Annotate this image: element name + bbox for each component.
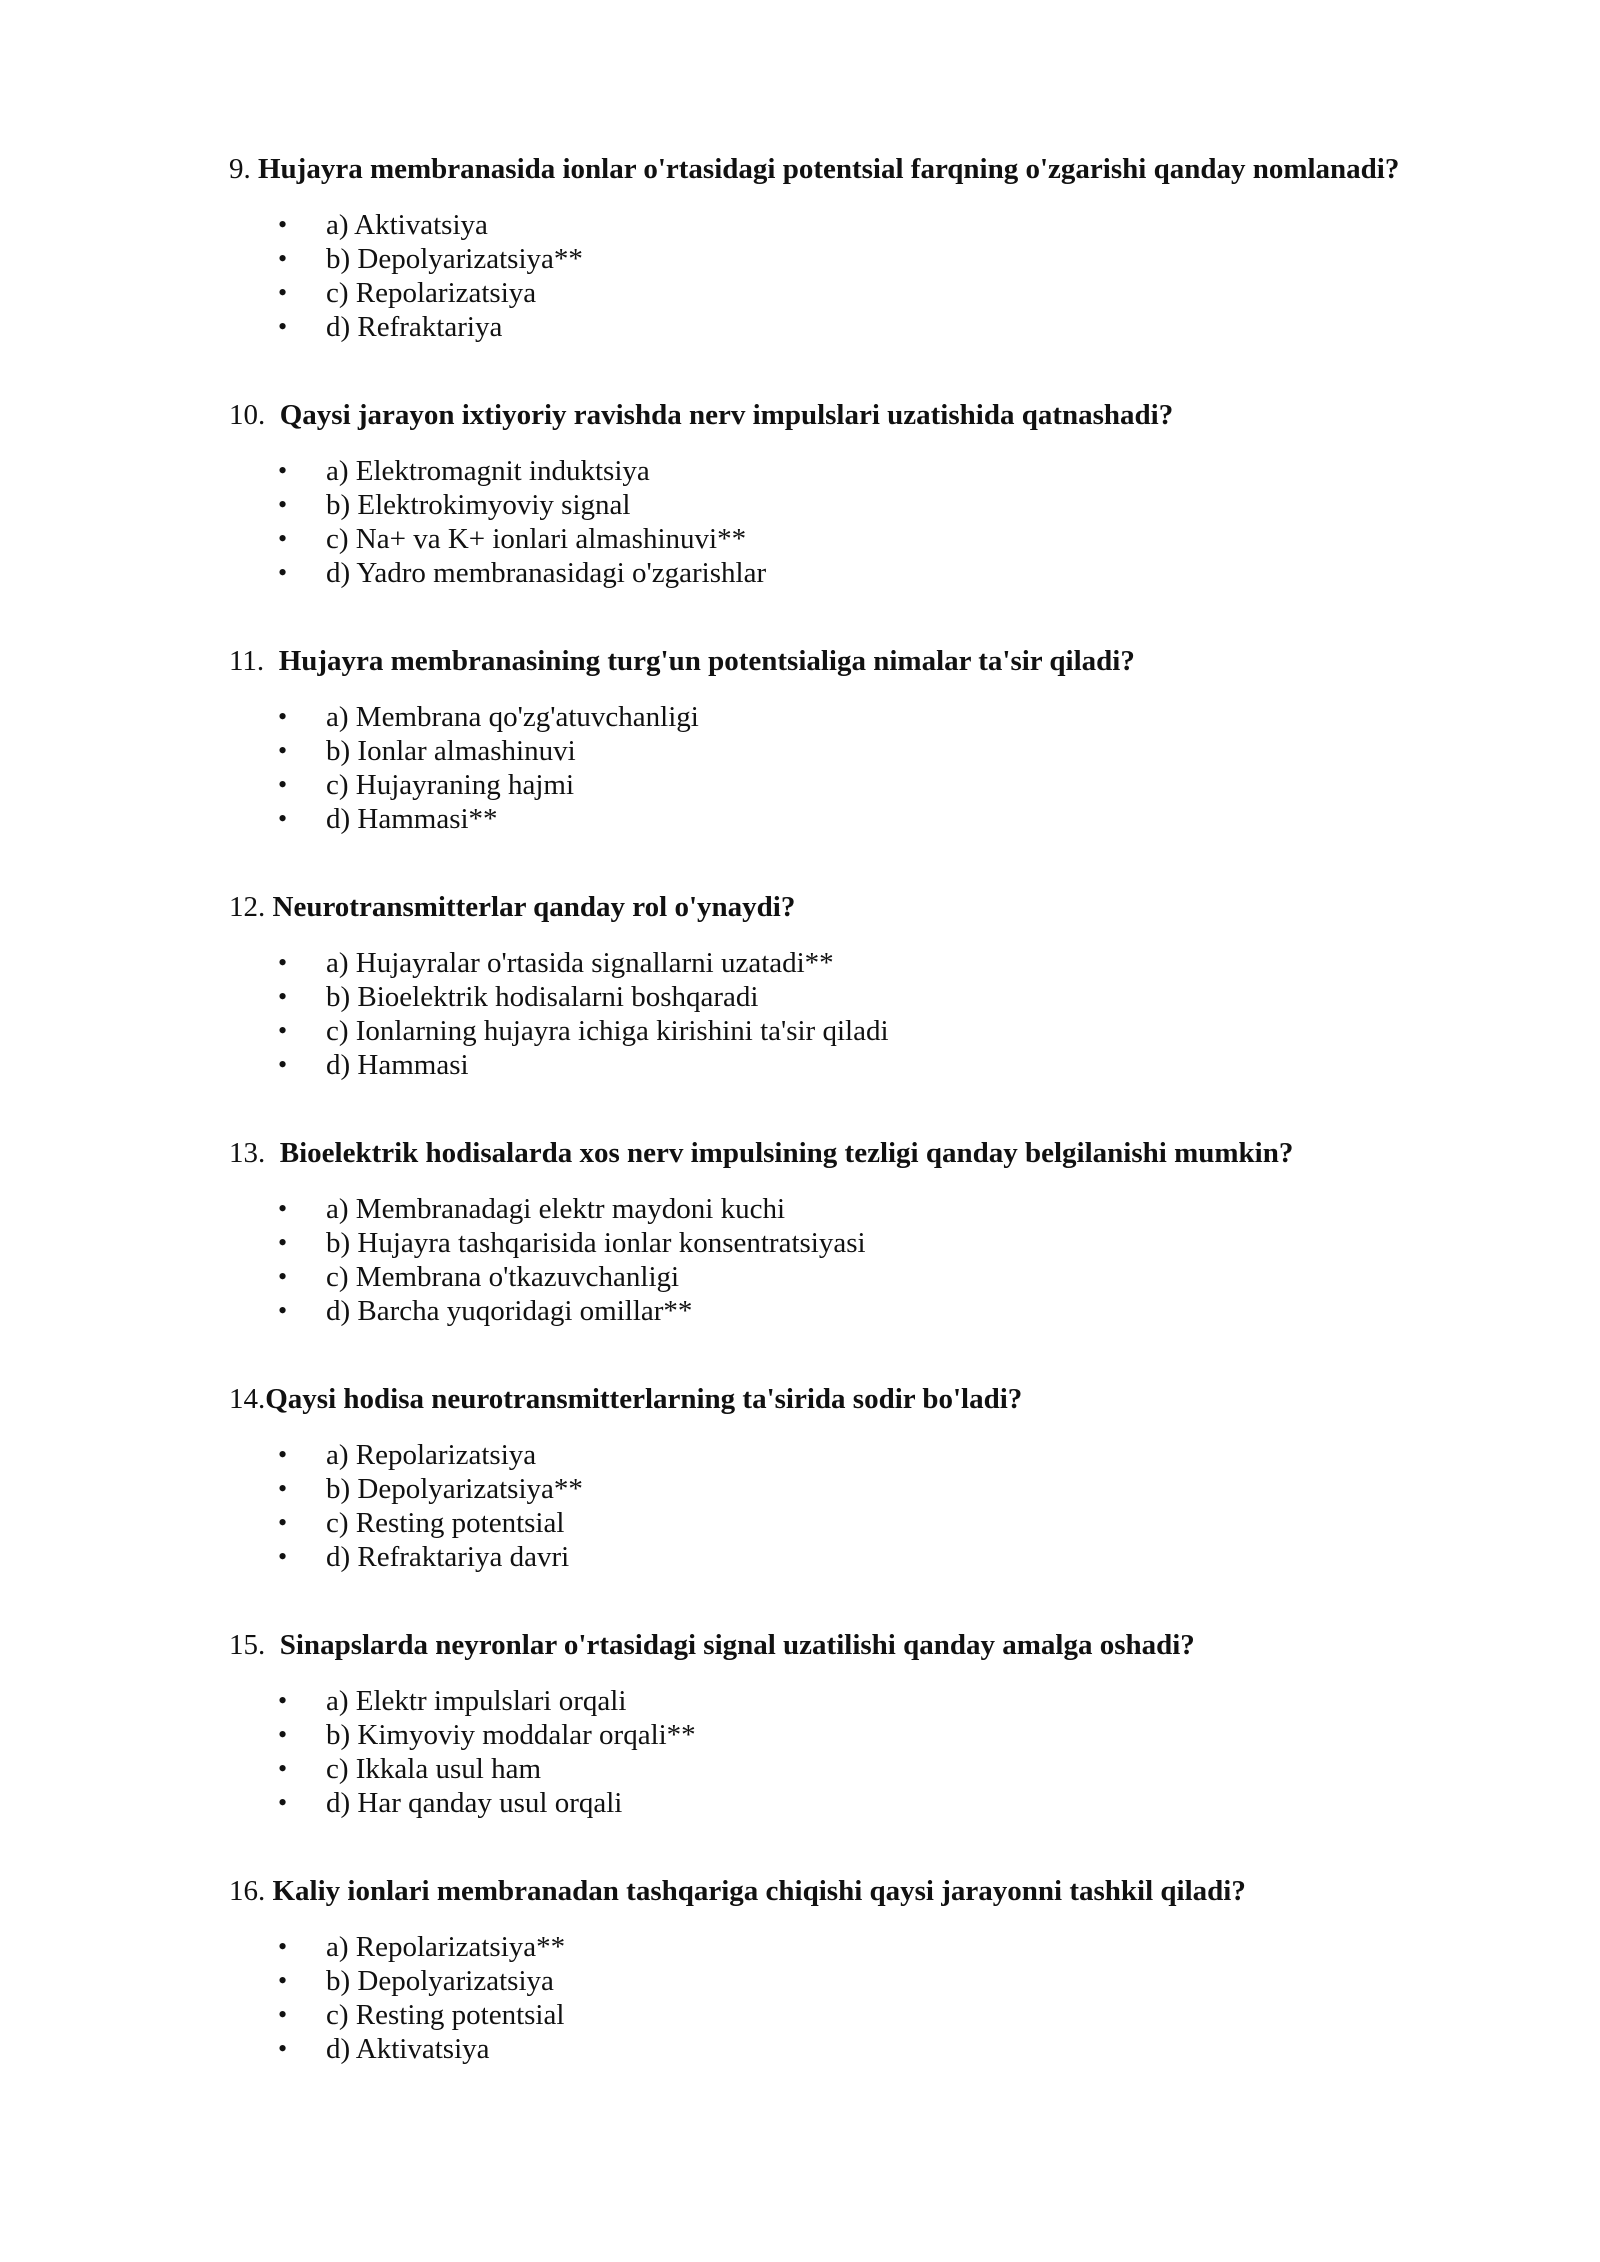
- option-text: d) Aktivatsiya: [326, 2033, 490, 2065]
- option-text: b) Bioelektrik hodisalarni boshqaradi: [326, 981, 759, 1013]
- option-text: c) Ikkala usul ham: [326, 1753, 542, 1785]
- option-b: [229, 980, 889, 1014]
- bullet-icon: •: [278, 2000, 288, 2029]
- option-text: d) Har qanday usul orqali: [326, 1787, 623, 1819]
- question-title: [229, 1382, 1529, 1416]
- option-text: c) Resting potentsial: [326, 1507, 565, 1539]
- option-text: d) Refraktariya davri: [326, 1541, 570, 1573]
- question-number: 14.: [229, 1383, 266, 1415]
- option-d: [229, 1048, 889, 1082]
- option-a: [229, 454, 766, 488]
- question-text: Bioelektrik hodisalarda xos nerv impulsining tezligi qanday belgilanishi mumkin?: [279, 1137, 1294, 1169]
- option-d: [229, 1294, 866, 1328]
- bullet-icon: •: [278, 1474, 288, 1503]
- option-b: [229, 1472, 583, 1506]
- question-number: 10.: [229, 399, 266, 431]
- bullet-icon: •: [278, 2034, 288, 2063]
- question-text: Qaysi jarayon ixtiyoriy ravishda nerv impulslari uzatishida qatnashadi?: [279, 399, 1174, 431]
- question-11: [229, 644, 1529, 835]
- bullet-icon: •: [278, 1754, 288, 1783]
- option-c: [229, 768, 699, 802]
- question-9: [229, 152, 1529, 343]
- question-number: 13.: [229, 1137, 266, 1169]
- question-number: 9.: [229, 153, 251, 185]
- question-text: Neurotransmitterlar qanday rol o'ynaydi?: [272, 891, 796, 923]
- option-c: [229, 1998, 565, 2032]
- options-list: [229, 946, 889, 1082]
- option-text: d) Refraktariya: [326, 311, 503, 343]
- option-d: [229, 1540, 583, 1574]
- option-a: [229, 1930, 565, 1964]
- option-c: [229, 1752, 696, 1786]
- bullet-icon: •: [278, 244, 288, 273]
- option-text: c) Membrana o'tkazuvchanligi: [326, 1261, 680, 1293]
- bullet-icon: •: [278, 1262, 288, 1291]
- option-text: a) Repolarizatsiya**: [326, 1931, 566, 1963]
- question-text: Hujayra membranasida ionlar o'rtasidagi potentsial farqning o'zgarishi qanday nomlanadi?: [258, 153, 1400, 185]
- options-list: [229, 1192, 866, 1328]
- question-title: [229, 152, 1529, 186]
- bullet-icon: •: [278, 1686, 288, 1715]
- bullet-icon: •: [278, 558, 288, 587]
- option-c: [229, 522, 766, 556]
- option-text: a) Repolarizatsiya: [326, 1439, 537, 1471]
- question-number: 15.: [229, 1629, 266, 1661]
- option-b: [229, 1964, 565, 1998]
- option-b: [229, 1226, 866, 1260]
- question-16: [229, 1874, 1529, 2065]
- question-15: [229, 1628, 1529, 1819]
- bullet-icon: •: [278, 1194, 288, 1223]
- option-d: [229, 2032, 565, 2066]
- option-text: a) Elektromagnit induktsiya: [326, 455, 650, 487]
- option-text: a) Aktivatsiya: [326, 209, 488, 241]
- question-text: Qaysi hodisa neurotransmitterlarning ta'sirida sodir bo'ladi?: [265, 1383, 1023, 1415]
- question-title: [229, 1874, 1529, 1908]
- question-title: [229, 1136, 1529, 1170]
- bullet-icon: •: [278, 1966, 288, 1995]
- option-a: [229, 946, 889, 980]
- question-10: [229, 398, 1529, 589]
- question-text: Kaliy ionlari membranadan tashqariga chiqishi qaysi jarayonni tashkil qiladi?: [272, 1875, 1246, 1907]
- option-d: [229, 802, 699, 836]
- bullet-icon: •: [278, 1296, 288, 1325]
- options-list: [229, 700, 699, 836]
- bullet-icon: •: [278, 490, 288, 519]
- bullet-icon: •: [278, 1932, 288, 1961]
- option-text: b) Depolyarizatsiya: [326, 1965, 554, 1997]
- question-title: [229, 398, 1529, 432]
- bullet-icon: •: [278, 1440, 288, 1469]
- bullet-icon: •: [278, 736, 288, 765]
- option-text: b) Depolyarizatsiya**: [326, 243, 583, 275]
- bullet-icon: •: [278, 770, 288, 799]
- options-list: [229, 1930, 565, 2066]
- option-b: [229, 242, 583, 276]
- option-d: [229, 556, 766, 590]
- option-text: d) Hammasi: [326, 1049, 469, 1081]
- bullet-icon: •: [278, 1788, 288, 1817]
- bullet-icon: •: [278, 1050, 288, 1079]
- option-a: [229, 1684, 696, 1718]
- bullet-icon: •: [278, 1720, 288, 1749]
- options-list: [229, 1438, 583, 1574]
- option-text: b) Elektrokimyoviy signal: [326, 489, 631, 521]
- option-text: c) Resting potentsial: [326, 1999, 565, 2031]
- option-text: a) Elektr impulslari orqali: [326, 1685, 627, 1717]
- options-list: [229, 1684, 696, 1820]
- bullet-icon: •: [278, 312, 288, 341]
- question-13: [229, 1136, 1529, 1327]
- option-b: [229, 734, 699, 768]
- question-text: Hujayra membranasining turg'un potentsialiga nimalar ta'sir qiladi?: [278, 645, 1135, 677]
- option-b: [229, 1718, 696, 1752]
- option-a: [229, 700, 699, 734]
- bullet-icon: •: [278, 982, 288, 1011]
- option-text: c) Hujayraning hajmi: [326, 769, 575, 801]
- question-title: [229, 1628, 1529, 1662]
- option-text: a) Hujayralar o'rtasida signallarni uzatadi**: [326, 947, 834, 979]
- option-text: d) Barcha yuqoridagi omillar**: [326, 1295, 693, 1327]
- bullet-icon: •: [278, 804, 288, 833]
- option-text: a) Membrana qo'zg'atuvchanligi: [326, 701, 699, 733]
- option-text: c) Na+ va K+ ionlari almashinuvi**: [326, 523, 747, 555]
- bullet-icon: •: [278, 1508, 288, 1537]
- question-number: 11.: [229, 645, 265, 677]
- question-14: [229, 1382, 1529, 1573]
- question-number: 16.: [229, 1875, 266, 1907]
- bullet-icon: •: [278, 1016, 288, 1045]
- bullet-icon: •: [278, 702, 288, 731]
- option-text: c) Ionlarning hujayra ichiga kirishini ta'sir qiladi: [326, 1015, 889, 1047]
- option-text: b) Depolyarizatsiya**: [326, 1473, 583, 1505]
- option-text: b) Kimyoviy moddalar orqali**: [326, 1719, 696, 1751]
- option-a: [229, 208, 583, 242]
- question-number: 12.: [229, 891, 266, 923]
- bullet-icon: •: [278, 948, 288, 977]
- option-text: b) Ionlar almashinuvi: [326, 735, 576, 767]
- bullet-icon: •: [278, 524, 288, 553]
- option-a: [229, 1192, 866, 1226]
- option-text: c) Repolarizatsiya: [326, 277, 537, 309]
- option-c: [229, 1260, 866, 1294]
- bullet-icon: •: [278, 1228, 288, 1257]
- option-c: [229, 1506, 583, 1540]
- question-title: [229, 644, 1529, 678]
- option-b: [229, 488, 766, 522]
- option-text: d) Yadro membranasidagi o'zgarishlar: [326, 557, 767, 589]
- option-d: [229, 310, 583, 344]
- option-text: a) Membranadagi elektr maydoni kuchi: [326, 1193, 786, 1225]
- option-c: [229, 276, 583, 310]
- options-list: [229, 454, 766, 590]
- bullet-icon: •: [278, 1542, 288, 1571]
- question-title: [229, 890, 1529, 924]
- options-list: [229, 208, 583, 344]
- option-text: d) Hammasi**: [326, 803, 498, 835]
- question-12: [229, 890, 1529, 1081]
- option-a: [229, 1438, 583, 1472]
- bullet-icon: •: [278, 456, 288, 485]
- option-d: [229, 1786, 696, 1820]
- option-c: [229, 1014, 889, 1048]
- bullet-icon: •: [278, 210, 288, 239]
- question-text: Sinapslarda neyronlar o'rtasidagi signal uzatilishi qanday amalga oshadi?: [279, 1629, 1195, 1661]
- option-text: b) Hujayra tashqarisida ionlar konsentratsiyasi: [326, 1227, 866, 1259]
- bullet-icon: •: [278, 278, 288, 307]
